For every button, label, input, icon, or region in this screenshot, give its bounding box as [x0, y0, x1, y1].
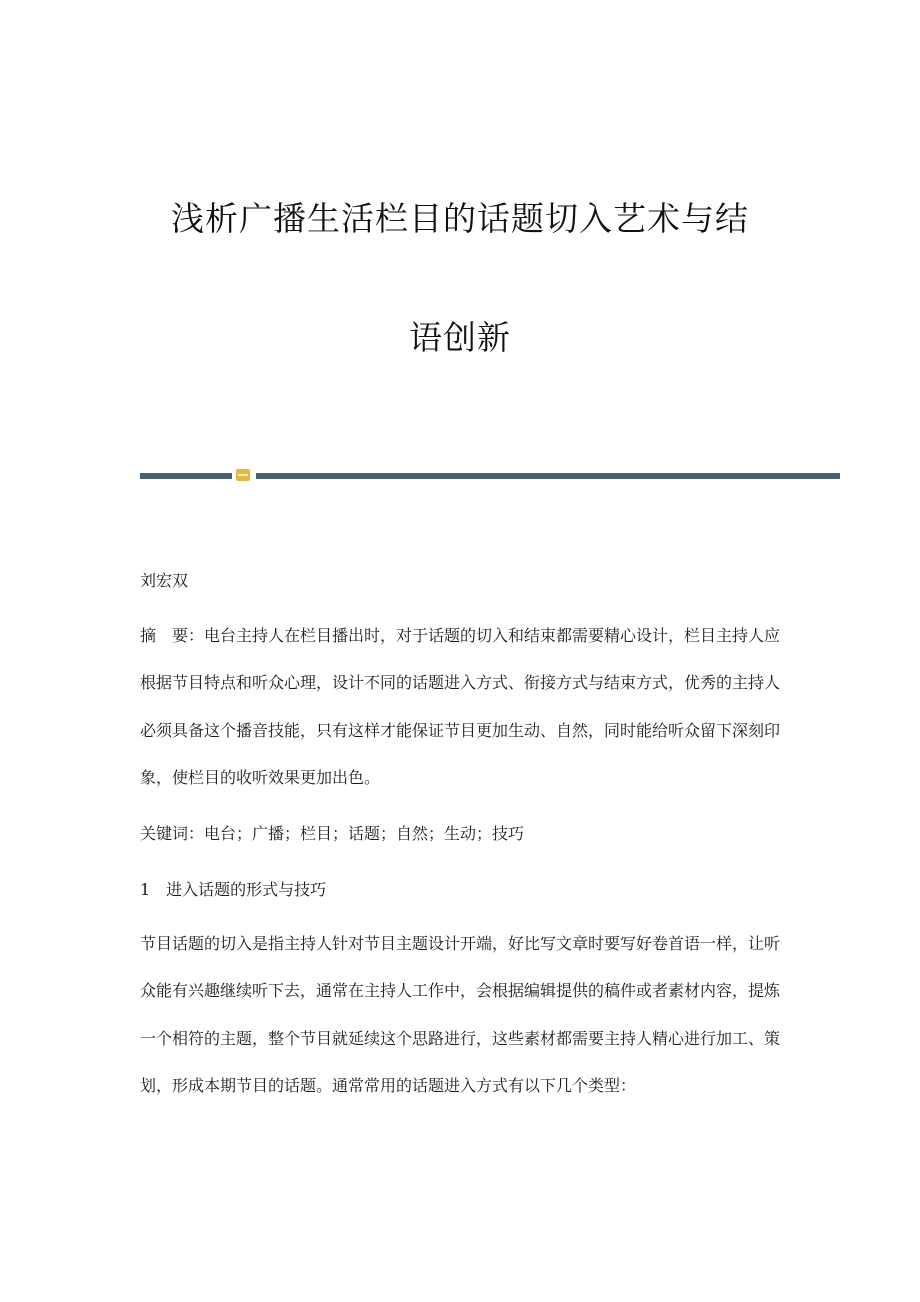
document-title-line-1: 浅析广播生活栏目的话题切入艺术与结	[171, 199, 749, 238]
divider-bar-left	[140, 473, 232, 479]
keywords-line: 关键词：电台；广播；栏目；话题；自然；生动；技巧	[140, 824, 525, 843]
body-paragraph: 节目话题的切入是指主持人针对节目主题设计开端，好比写文章时要写好卷首语一样，让听众能有兴趣继续听下去，通常在主持人工作中，会根据编辑提供的稿件或者素材内容，提炼一个相符的主题，整个节目就延续这个思路进行，这些素材都需要主持人精心进行加工、策划，形成本期节目的话题。通常常用的话题进入方式有以下几个类型：	[140, 934, 781, 1095]
title-divider	[140, 469, 840, 483]
abstract-paragraph: 摘 要：电台主持人在栏目播出时，对于话题的切入和结束都需要精心设计，栏目主持人应根据节目特点和听众心理，设计不同的话题进入方式、衔接方式与结束方式，优秀的主持人必须具备这个播音技能，只有这样才能保证节目更加生动、自然，同时能给听众留下深刻印象，使栏目的收听效果更加出色。	[140, 626, 781, 787]
divider-bar-right	[256, 473, 840, 479]
document-title-line-2: 语创新	[409, 318, 511, 357]
author-name: 刘宏双	[140, 571, 189, 590]
section-heading: 1 进入话题的形式与技巧	[140, 880, 327, 899]
document-icon	[236, 469, 250, 481]
